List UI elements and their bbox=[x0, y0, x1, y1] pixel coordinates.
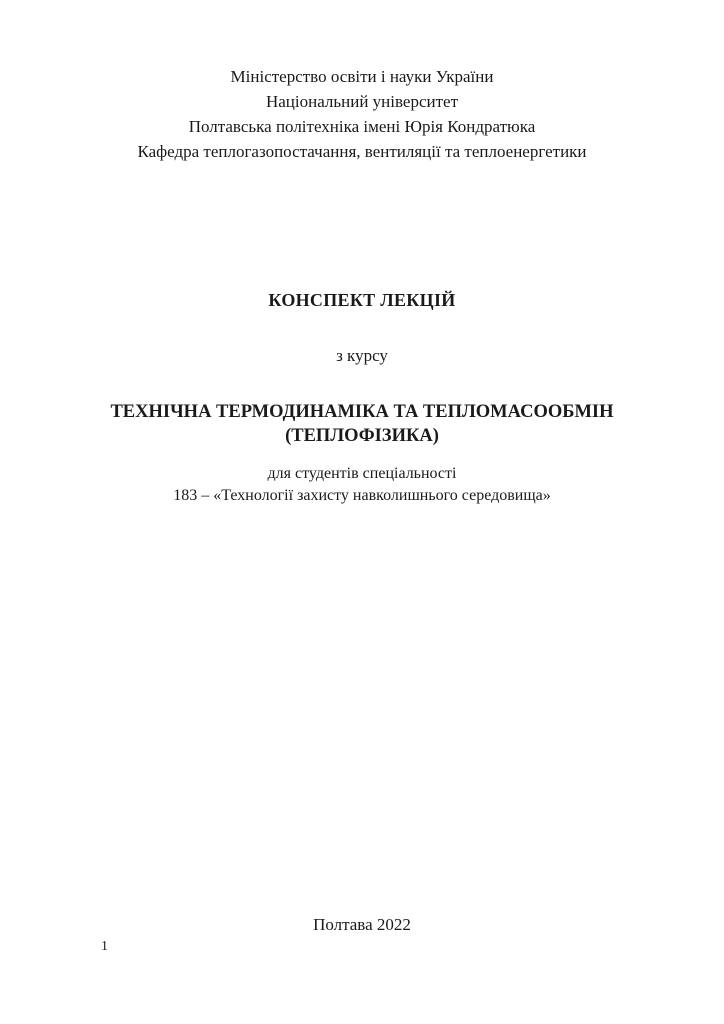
document-type-title: КОНСПЕКТ ЛЕКЦІЙ bbox=[268, 290, 456, 310]
audience-line-2: 183 – «Технології захисту навколишнього середовища» bbox=[173, 487, 551, 504]
course-title bbox=[0, 400, 724, 448]
course-prefix: з курсу bbox=[336, 346, 388, 365]
course-title-line-2: (ТЕПЛОФІЗИКА) bbox=[285, 426, 439, 446]
audience-block bbox=[0, 463, 724, 507]
imprint-line: Полтава 2022 bbox=[313, 915, 411, 934]
university-line: Національний університет bbox=[265, 92, 459, 111]
ministry-line: Міністерство освіти і науки України bbox=[230, 67, 494, 86]
course-title-line-1: ТЕХНІЧНА ТЕРМОДИНАМІКА ТА ТЕПЛОМАСООБМІН bbox=[110, 402, 614, 422]
university-name-line: Полтавська політехніка імені Юрія Кондратюка bbox=[188, 117, 536, 136]
department-line: Кафедра теплогазопостачання, вентиляції та теплоенергетики bbox=[137, 142, 587, 161]
page-number: 1 bbox=[101, 939, 108, 954]
audience-line-1: для студентів спеціальності bbox=[267, 465, 457, 482]
institution-header bbox=[0, 64, 724, 164]
